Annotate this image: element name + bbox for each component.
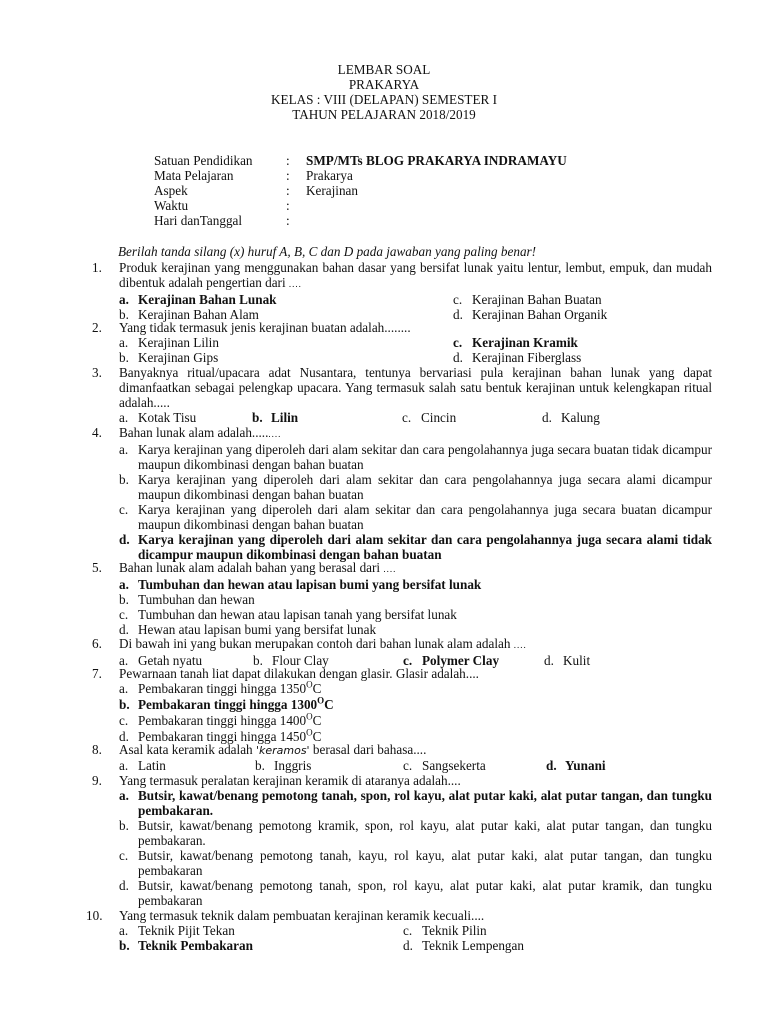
option-text: Flour Clay [272,653,329,668]
question-number: 8. [92,742,102,757]
option-text: Lilin [271,410,299,425]
question-9 [92,773,712,908]
stem-text: Di bawah ini yang bukan merupakan contoh dari bahan lunak alam adalah [119,636,511,651]
option-text: Polymer Clay [422,653,500,668]
dots: .... [288,279,302,289]
option-letter: a. [119,758,129,773]
info-row-aspect [154,183,567,198]
option-letter: d. [119,878,129,893]
info-label: Hari danTanggal [154,213,243,228]
option-text: Tumbuhan dan hewan atau lapisan tanah yang bersifat lunak [138,607,457,622]
option-text: Tumbuhan dan hewan [138,592,255,607]
option-text: Butsir, kawat/benang pemotong kramik, spon, rol kayu, alat putar kaki, alat putar tangan, dan tungku pembakaran. [138,818,712,848]
question-stem: Pewarnaan tanah liat dapat dilakukan dengan glasir. Glasir adalah.... [119,666,479,681]
option-c[interactable] [403,758,546,773]
unit: C [312,729,322,744]
option-text: Kalung [561,410,600,425]
degree-sup: O [306,679,313,690]
option-b[interactable] [119,592,712,607]
option-d[interactable] [546,758,606,773]
option-letter: c. [119,713,129,728]
question-10 [86,908,712,953]
option-b[interactable] [119,818,712,848]
option-c[interactable] [119,713,712,729]
option-d[interactable] [119,532,712,562]
info-label: Satuan Pendidikan [154,153,253,168]
question-number: 1. [92,260,102,275]
option-text: Karya kerajinan yang diperoleh dari alam sekitar dan cara pengolahannya juga secara alami dicampur maupun dikombinasi dengan bahan buatan [138,472,712,502]
unit: C [324,697,334,712]
option-letter: c. [453,292,463,307]
option-text: Cincin [421,410,457,425]
option-c[interactable] [119,607,712,622]
option-b[interactable] [119,472,712,502]
option-b[interactable] [255,758,403,773]
option-text [138,697,712,713]
option-letter: b. [255,758,265,773]
option-text [138,713,712,729]
question-number: 3. [92,365,102,380]
question-stem [119,560,712,577]
info-colon: : [286,168,290,183]
option-letter: a. [119,292,129,307]
info-label: Aspek [154,183,188,198]
option-text: Teknik Lempengan [422,938,524,953]
academic-year: TAHUN PELAJARAN 2018/2019 [292,107,476,122]
question-5 [92,560,712,637]
question-stem [119,742,712,758]
question-number: 7. [92,666,102,681]
keramos-term: 'keramos' [255,744,310,757]
option-a[interactable] [119,442,712,472]
info-label: Waktu [154,198,189,213]
option-text: Latin [138,758,166,773]
option-text: Tumbuhan dan hewan atau lapisan bumi yang bersifat lunak [138,577,482,592]
document-header [0,62,768,122]
instruction: Berilah tanda silang (x) huruf A, B, C dan D pada jawaban yang paling benar! [118,244,537,259]
option-text: Butsir, kawat/benang pemotong tanah, kayu, rol kayu, alat putar kaki, alat putar tangan, dan tungku pembakaran [138,848,712,878]
option-text: Karya kerajinan yang diperoleh dari alam sekitar dan cara pengolahannya juga secara buatan dicampur maupun dikombinasi dengan bahan buatan [138,502,712,532]
option-c[interactable] [119,848,712,878]
stem-text: Asal kata keramik adalah [119,742,253,757]
class-semester: KELAS : VIII (DELAPAN) SEMESTER I [270,92,497,107]
option-a[interactable] [119,788,712,818]
option-letter: d. [453,350,463,365]
option-d[interactable] [453,350,712,365]
option-text: Teknik Pilin [422,923,487,938]
option-b[interactable] [252,410,402,425]
dots: .... [268,429,282,439]
option-letter: d. [542,410,552,425]
option-letter: b. [119,592,129,607]
question-stem: Yang termasuk peralatan kerajinan keramik di ataranya adalah.... [119,773,461,788]
question-8 [92,742,712,773]
info-row-subject [154,168,567,183]
degree-sup: O [306,711,313,722]
option-letter: c. [403,923,413,938]
question-stem: Yang termasuk teknik dalam pembuatan kerajinan keramik kecuali.... [119,908,485,923]
option-letter: a. [119,577,129,592]
option-text: Yunani [565,758,606,773]
info-row-school [154,153,567,168]
question-7 [92,666,712,745]
question-number: 2. [92,320,102,335]
info-colon: : [286,198,290,213]
option-a[interactable] [119,335,453,350]
option-c[interactable] [119,502,712,532]
option-letter: a. [119,923,129,938]
info-colon: : [286,183,290,198]
option-text: Kerajinan Bahan Organik [472,307,608,322]
option-letter: a. [119,653,129,668]
stem-text: Bahan lunak alam adalah..... [119,425,269,440]
question-1 [92,260,712,322]
option-text: Kerajinan Gips [138,350,219,365]
option-c[interactable] [402,410,542,425]
option-text: Sangsekerta [422,758,486,773]
option-a[interactable] [119,410,252,425]
question-2 [92,320,712,365]
option-d[interactable] [119,622,712,637]
option-text: Teknik Pijit Tekan [138,923,235,938]
option-text: Kerajinan Bahan Alam [138,307,259,322]
option-text: Getah nyatu [138,653,203,668]
option-letter: c. [403,758,413,773]
question-number: 10. [86,908,103,923]
option-text: Kerajinan Kramik [472,335,578,350]
option-letter: b. [119,697,130,712]
option-letter: b. [119,307,129,322]
option-letter: d. [119,622,129,637]
stem-text: Bahan lunak alam adalah bahan yang berasal dari [119,560,381,575]
option-letter: b. [119,350,129,365]
unit: C [312,681,322,696]
option-d[interactable] [119,878,712,908]
option-b[interactable] [119,697,712,713]
option-text: Hewan atau lapisan bumi yang bersifat lunak [138,622,377,637]
option-letter: c. [402,410,412,425]
info-colon: : [286,153,290,168]
option-letter: b. [252,410,263,425]
dots: .... [383,564,397,574]
dots: .... [513,640,527,650]
option-letter: a. [119,442,129,457]
temp-text: Pembakaran tinggi hingga 1350 [138,681,307,696]
option-text: Kulit [563,653,591,668]
option-letter: b. [119,938,130,953]
option-letter: c. [119,502,129,517]
option-c[interactable] [453,292,712,307]
unit: C [312,713,322,728]
option-a[interactable] [119,758,255,773]
question-stem: Banyaknya ritual/upacara adat Nusantara, tentunya bervariasi pula kerajinan bahan lunak yang dapat dimanfaatkan sebagai pelengkap upacara. Yang termasuk salah satu bentuk kerajinan untuk kelengkapan ritual adalah..... [119,365,712,410]
degree-sup: O [317,695,325,706]
info-row-time [154,198,567,213]
question-3 [92,365,712,425]
question-stem [119,260,712,292]
identity-table [154,153,567,228]
option-letter: d. [403,938,413,953]
question-stem [119,636,712,653]
info-row-date [154,213,567,228]
option-letter: b. [119,472,129,487]
option-letter: a. [119,681,129,696]
option-text: Karya kerajinan yang diperoleh dari alam sekitar dan cara pengolahannya juga secara alami tidak dicampur maupun dikombinasi dengan bahan buatan [138,532,712,562]
option-letter: d. [119,729,129,744]
option-text [138,681,712,697]
option-text: Kerajinan Bahan Buatan [472,292,602,307]
option-a[interactable] [119,923,403,938]
option-text: Kerajinan Bahan Lunak [138,292,277,307]
question-4 [92,425,712,562]
option-letter: a. [119,788,129,803]
option-d[interactable] [542,410,600,425]
question-6 [92,636,712,668]
option-text: Butsir, kawat/benang pemotong tanah, spon, rol kayu, alat putar kaki, alat putar kramik, dan tungku pembakaran [138,878,712,908]
option-letter: d. [119,532,130,547]
info-value: SMP/MTs BLOG PRAKARYA INDRAMAYU [306,153,567,168]
info-value: Kerajinan [306,183,358,198]
option-letter: a. [119,410,129,425]
option-letter: d. [544,653,554,668]
option-b[interactable] [119,350,453,365]
subject-title: PRAKARYA [348,77,420,92]
option-letter: b. [119,818,129,833]
option-d[interactable] [403,938,712,953]
option-letter: a. [119,335,129,350]
option-text: Teknik Pembakaran [138,938,253,953]
doc-title: LEMBAR SOAL [337,62,431,77]
question-stem [119,425,712,442]
temp-text: Pembakaran tinggi hingga 1400 [138,713,307,728]
option-text: Kerajinan Fiberglass [472,350,582,365]
option-c[interactable] [453,335,712,350]
option-letter: c. [453,335,463,350]
question-number: 6. [92,636,102,651]
question-number: 9. [92,773,102,788]
option-a[interactable] [119,292,453,307]
option-letter: d. [546,758,557,773]
option-a[interactable] [119,577,712,592]
option-c[interactable] [403,923,712,938]
option-text: Inggris [274,758,312,773]
option-letter: c. [119,607,129,622]
option-letter: d. [453,307,463,322]
temp-text: Pembakaran tinggi hingga 1300 [138,697,318,712]
info-colon: : [286,213,290,228]
question-number: 4. [92,425,102,440]
option-a[interactable] [119,681,712,697]
stem-text: berasal dari bahasa.... [312,742,427,757]
option-text: Karya kerajinan yang diperoleh dari alam sekitar dan cara pengolahannya juga secara buatan tidak dicampur maupun dikombinasi dengan bahan buatan [138,442,712,472]
question-number: 5. [92,560,102,575]
info-label: Mata Pelajaran [154,168,234,183]
option-text: Kotak Tisu [138,410,197,425]
stem-text: Produk kerajinan yang menggunakan bahan dasar yang bersifat lunak yaitu lentur, lembut, empuk, dan mudah dibentuk adalah pengertian dari [119,260,712,290]
option-text: Kerajinan Lilin [138,335,219,350]
degree-sup: O [306,727,313,738]
option-letter: c. [119,848,129,863]
question-stem: Yang tidak termasuk jenis kerajinan buatan adalah........ [119,320,411,335]
temp-text: Pembakaran tinggi hingga 1450 [138,729,307,744]
option-letter: c. [403,653,413,668]
info-value: Prakarya [306,168,353,183]
option-b[interactable] [119,938,403,953]
option-letter: b. [253,653,263,668]
option-text: Butsir, kawat/benang pemotong tanah, spon, rol kayu, alat putar kaki, alat putar tangan, dan tungku pembakaran. [138,788,712,818]
